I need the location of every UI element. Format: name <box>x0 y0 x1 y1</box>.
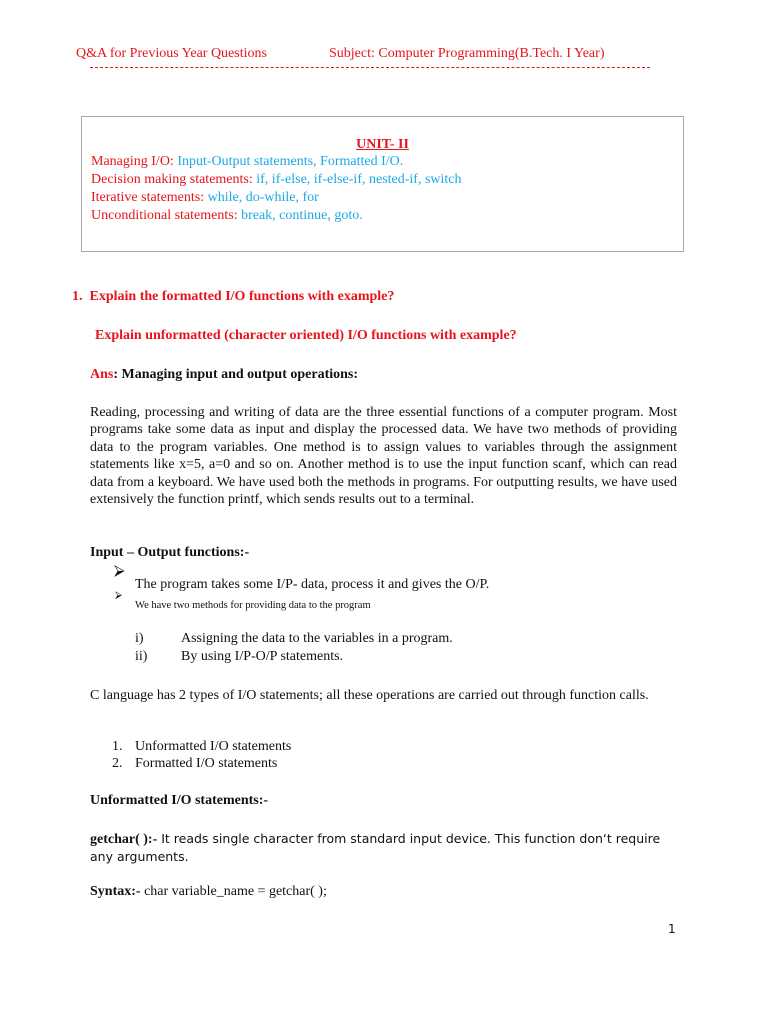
arrow-bullet-icon: ⮚ <box>114 563 125 579</box>
list-item: Unformatted I/O statements <box>135 739 292 754</box>
answer-heading <box>90 367 358 383</box>
bullet-item: The program takes some I/P- data, process it and gives the O/P. <box>135 577 490 592</box>
unit-line-label: Decision making statements: <box>91 172 253 187</box>
answer-label: Ans <box>90 367 114 382</box>
list-number: 1. <box>112 739 123 754</box>
method-number: ii) <box>135 649 148 664</box>
method-text: Assigning the data to the variables in a program. <box>181 631 453 646</box>
header-divider <box>90 67 650 68</box>
syntax-label: Syntax:- <box>90 884 141 899</box>
unit-line-label: Iterative statements: <box>91 190 205 205</box>
question-text: Explain the formatted I/O functions with example? <box>89 289 395 304</box>
getchar-description <box>90 830 680 866</box>
unit-line-managing-io <box>91 154 403 170</box>
syntax-text: char variable_name = getchar( ); <box>140 884 327 899</box>
answer-heading-text: : Managing input and output operations: <box>113 367 359 382</box>
bullet-item: We have two methods for providing data to the program <box>135 600 371 611</box>
unit-line-value: if, if-else, if-else-if, nested-if, switch <box>256 172 462 187</box>
answer-paragraph: Reading, processing and writing of data are the three essential functions of a computer program. Most programs take some data as input and display the processed data. We have two methods of providing data to the program variables. One method is to assign values to variables through the assignment statements like x=5, a=0 and so on. Another method is to use the input function scanf, which can read data from a keyboard. We have used both the methods in programs. For outputting results, we have used extensively the function printf, which sends results out to a terminal. <box>90 405 677 508</box>
list-item: Formatted I/O statements <box>135 756 278 771</box>
unit-line-label: Managing I/O: <box>91 154 174 169</box>
unit-line-value: break, continue, goto. <box>241 208 363 223</box>
method-text: By using I/P-O/P statements. <box>181 649 344 664</box>
page-number: 1 <box>668 922 676 936</box>
getchar-text: It reads single character from standard input device. This function don‘t require any arguments. <box>90 831 661 864</box>
arrow-bullet-icon: ⮚ <box>115 590 123 601</box>
header-subject: Subject: Computer Programming(B.Tech. I Year) <box>329 46 605 61</box>
getchar-label: getchar( ):- <box>90 832 158 847</box>
unit-line-value: while, do-while, for <box>207 190 319 205</box>
unit-line-decision <box>91 172 462 188</box>
header-left-title: Q&A for Previous Year Questions <box>76 46 267 61</box>
list-number: 2. <box>112 756 123 771</box>
syntax-line <box>90 884 327 900</box>
unit-summary-box <box>81 116 684 252</box>
question-number: 1. <box>72 289 83 304</box>
unformatted-heading: Unformatted I/O statements:- <box>90 793 269 808</box>
unit-line-value: Input-Output statements, Formatted I/O. <box>177 154 404 169</box>
question-2: Explain unformatted (character oriented) I/O functions with example? <box>95 328 517 343</box>
unit-line-label: Unconditional statements: <box>91 208 238 223</box>
method-number: i) <box>135 631 144 646</box>
io-types-paragraph: C language has 2 types of I/O statements; all these operations are carried out through function calls. <box>90 688 649 703</box>
unit-line-unconditional <box>91 208 363 224</box>
question-1 <box>72 289 394 305</box>
unit-line-iterative <box>91 190 319 206</box>
unit-title: UNIT- II <box>356 137 409 152</box>
io-functions-heading: Input – Output functions:- <box>90 545 250 560</box>
